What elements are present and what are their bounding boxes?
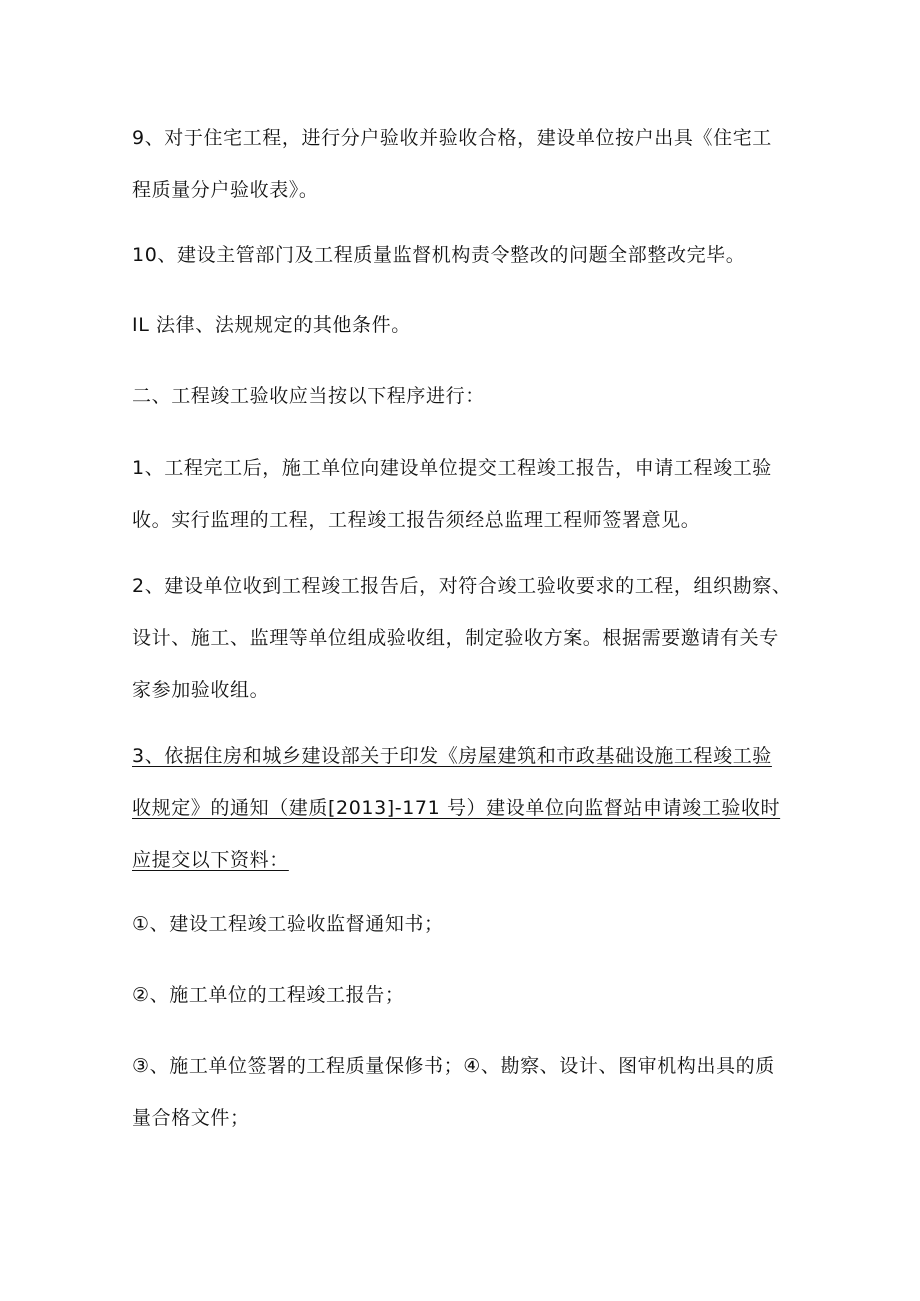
text-line: 家参加验收组。 [132,679,270,701]
paragraph-item-9 [132,112,812,216]
text-line: 9、对于住宅工程，进行分户验收并验收合格，建设单位按户出具《住宅工 [132,127,772,149]
paragraph-step-2 [132,560,812,716]
text-line: ③、施工单位签署的工程质量保修书；④、勘察、设计、图审机构出具的质 [132,1055,775,1077]
text-line: 收。实行监理的工程，工程竣工报告须经总监理工程师签署意见。 [132,509,701,531]
text-line: 二、工程竣工验收应当按以下程序进行： [132,385,485,407]
text-line: 程质量分户验收表》。 [132,179,319,201]
text-line: 量合格文件； [132,1107,250,1129]
text-line: 2、建设单位收到工程竣工报告后，对符合竣工验收要求的工程，组织勘察、 [132,575,792,597]
text-line: IL 法律、法规规定的其他条件。 [132,314,411,336]
paragraph-item-10 [132,229,812,281]
paragraph-step-1 [132,442,812,546]
text-line-underlined: 应提交以下资料： [132,849,289,871]
text-line-underlined: 3、依据住房和城乡建设部关于印发《房屋建筑和市政基础设施工程竣工验 [132,745,772,767]
paragraph-step-3 [132,730,812,886]
paragraph-doc-3-4 [132,1040,812,1144]
text-line: ②、施工单位的工程竣工报告； [132,984,405,1006]
text-line: 设计、施工、监理等单位组成验收组，制定验收方案。根据需要邀请有关专 [132,627,779,649]
text-line: ①、建设工程竣工验收监督通知书； [132,913,444,935]
paragraph-doc-2 [132,969,812,1021]
paragraph-item-11 [132,299,812,351]
text-line: 10、建设主管部门及工程质量监督机构责令整改的问题全部整改完毕。 [132,244,746,266]
text-line: 1、工程完工后，施工单位向建设单位提交工程竣工报告，申请工程竣工验 [132,457,772,479]
paragraph-doc-1 [132,898,812,950]
section-heading [132,370,812,422]
text-line-underlined: 收规定》的通知（建质[2013]-171 号）建设单位向监督站申请竣工验收时 [132,797,781,819]
